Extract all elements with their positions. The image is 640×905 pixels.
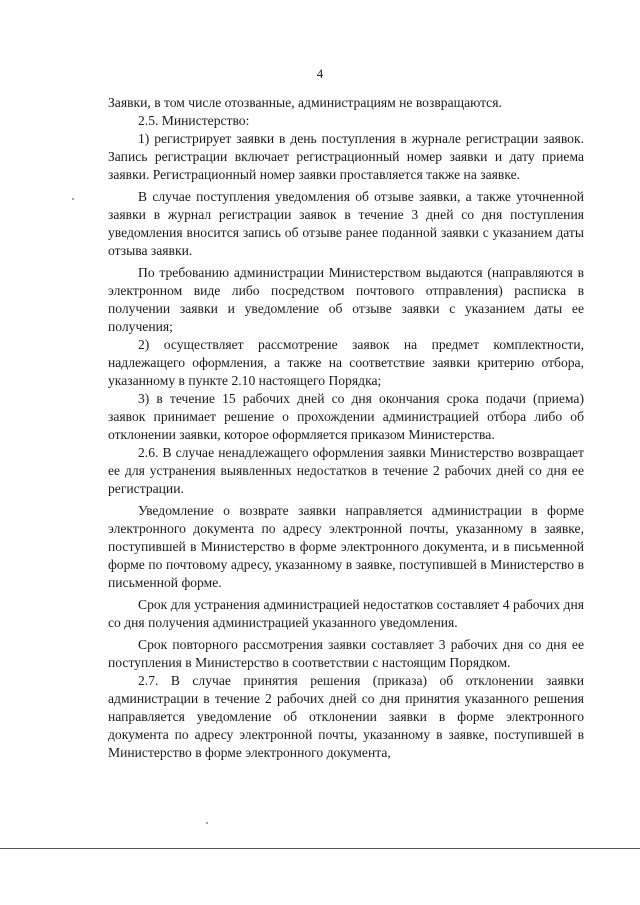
paragraph-2-5-item-1: 1) регистрирует заявки в день поступления в журнале регистрации заявок. Запись регистрации включает регистрационный номер заявки и дату приема заявки. Регистрационный номер заявки проставляется также на заявке. bbox=[108, 131, 584, 182]
paragraph-correction-term: Срок для устранения администрацией недостатков составляет 4 рабочих дня со дня получения администрацией указанного уведомления. bbox=[108, 597, 584, 630]
paragraph-2-6: 2.6. В случае ненадлежащего оформления заявки Министерство возвращает ее для устранения выявленных недостатков в течение 2 рабочих дней со дня ее регистрации. bbox=[108, 445, 584, 496]
scan-bottom-edge bbox=[0, 848, 640, 849]
paragraph-2-5-item-3: 3) в течение 15 рабочих дней со дня окончания срока подачи (приема) заявок принимает решение о прохождении администрацией отбора либо об отклонении заявки, которое оформляется приказом Министерства. bbox=[108, 391, 584, 442]
scan-speck bbox=[72, 198, 74, 200]
paragraph-returned-applications: Заявки, в том числе отозванные, администрациям не возвращаются. bbox=[108, 95, 502, 110]
scan-speck bbox=[206, 822, 208, 824]
paragraph-2-7: 2.7. В случае принятия решения (приказа) об отклонении заявки администрации в течение 2 рабочих дней со дня принятия указанного решения направляется уведомление об отклонении заявки в форме электронного документа по адресу электронной почты, указанному в заявке, поступившей в Министерство в форме электронного документа, bbox=[108, 673, 584, 760]
paragraph-review-term: Срок повторного рассмотрения заявки составляет 3 рабочих дня со дня ее поступления в Министерство в соответствии с настоящим Порядком. bbox=[108, 637, 584, 670]
page-number: 4 bbox=[316, 66, 324, 81]
paragraph-2-5-item-2: 2) осуществляет рассмотрение заявок на предмет комплектности, надлежащего оформления, а также на соответствие заявки критерию отбора, указанному в пункте 2.10 настоящего Порядка; bbox=[108, 337, 584, 388]
paragraph-receipt-on-request: По требованию администрации Министерством выдаются (направляются в электронном виде либо посредством почтового отправления) расписка в получении заявки и уведомление об отзыве заявки с указанием даты ее получения; bbox=[108, 265, 584, 334]
paragraph-2-5-heading: 2.5. Министерство: bbox=[138, 113, 250, 128]
paragraph-return-notice: Уведомление о возврате заявки направляется администрации в форме электронного документа по адресу электронной почты, указанному в заявке, поступившей в Министерство в форме электронного документа, и в письменной форме по почтовому адресу, указанному в заявке, поступившей в Министерство в письменной форме. bbox=[108, 503, 584, 590]
document-body bbox=[108, 94, 584, 762]
paragraph-withdrawal-notice: В случае поступления уведомления об отзыве заявки, а также уточненной заявки в журнал регистрации заявок в течение 3 дней со дня поступления уведомления вносится запись об отзыве ранее поданной заявки с указанием даты отзыва заявки. bbox=[108, 189, 584, 258]
